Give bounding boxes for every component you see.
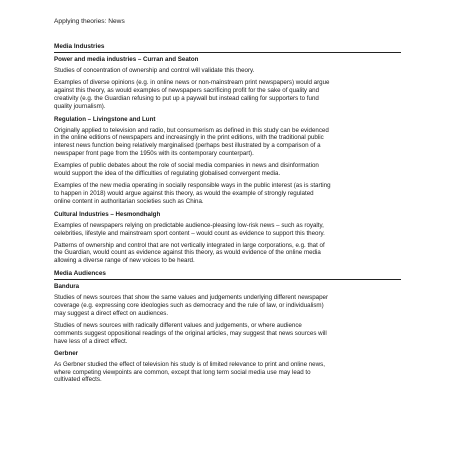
paragraph: Examples of diverse opinions (e.g. in online news or non-mainstream print newspapers) would argue against this theory, as would examples of newspapers sacrificing profit for the sake of quality and creativity (e.g. the Guardian refusing to put up a paywall but instead calling for supporters to fund quality journalism). xyxy=(54,78,330,110)
subheading-bandura: Bandura xyxy=(54,283,80,291)
paragraph: Examples of the new media operating in socially responsible ways in the public interest (as is starting to happen in 2018) would argue against this theory, as would the example of strongly regulated online content in authoritarian societies such as China. xyxy=(54,181,331,205)
section-heading-media-industries: Media Industries xyxy=(54,43,401,53)
paragraph: Examples of newspapers relying on predictable audience-pleasing low-risk news – such as royalty, celebrities, lifestyle and mainstream sport content – would count as evidence to support this theory. xyxy=(54,221,325,237)
subheading-curran-seaton: Power and media industries – Curran and Seaton xyxy=(54,56,199,63)
subheading-gerbner: Gerbner xyxy=(54,349,79,357)
paragraph: Studies of news sources with radically different values and judgements, or where audience comments suggest oppositional readings of the original articles, may suggest that news sources will have less of a direct effect. xyxy=(54,321,327,345)
paragraph: Examples of public debates about the role of social media companies in news and disinformation would support the idea of the difficulties of regulating globalised convergent media. xyxy=(54,162,319,178)
paragraph: Originally applied to television and radio, but consumerism as defined in this study can be evidenced in the online editions of newspapers and increasingly in the print editions, with the traditional public interest news function being relatively marginalised (perhaps best illustrated by a comparison of a newspaper front page from the 1950s with its contemporary counterpart). xyxy=(54,126,329,158)
paragraph: Studies of news sources that show the same values and judgements underlying different newspaper coverage (e.g. expressing core ideologies such as democracy and the rule of law, or individualism) may suggest a direct effect on audiences. xyxy=(54,294,329,318)
document-title: Applying theories: News xyxy=(54,18,125,25)
paragraph: Studies of concentration of ownership and control will validate this theory. xyxy=(54,67,255,74)
subheading-livingstone-lunt: Regulation – Livingstone and Lunt xyxy=(54,115,156,123)
paragraph: Patterns of ownership and control that are not vertically integrated in large corporations, e.g. that of the Guardian, would count as evidence against this theory, as would evidence of the online media allowing a diverse range of new voices to be heard. xyxy=(54,241,325,265)
subheading-hesmondhalgh: Cultural Industries – Hesmondhalgh xyxy=(54,210,161,218)
paragraph: As Gerbner studied the effect of television his study is of limited relevance to print and online news, where competing viewpoints are common, except that long term social media use may lead to cultivated effects. xyxy=(54,360,325,384)
section-heading-media-audiences: Media Audiences xyxy=(54,270,401,280)
